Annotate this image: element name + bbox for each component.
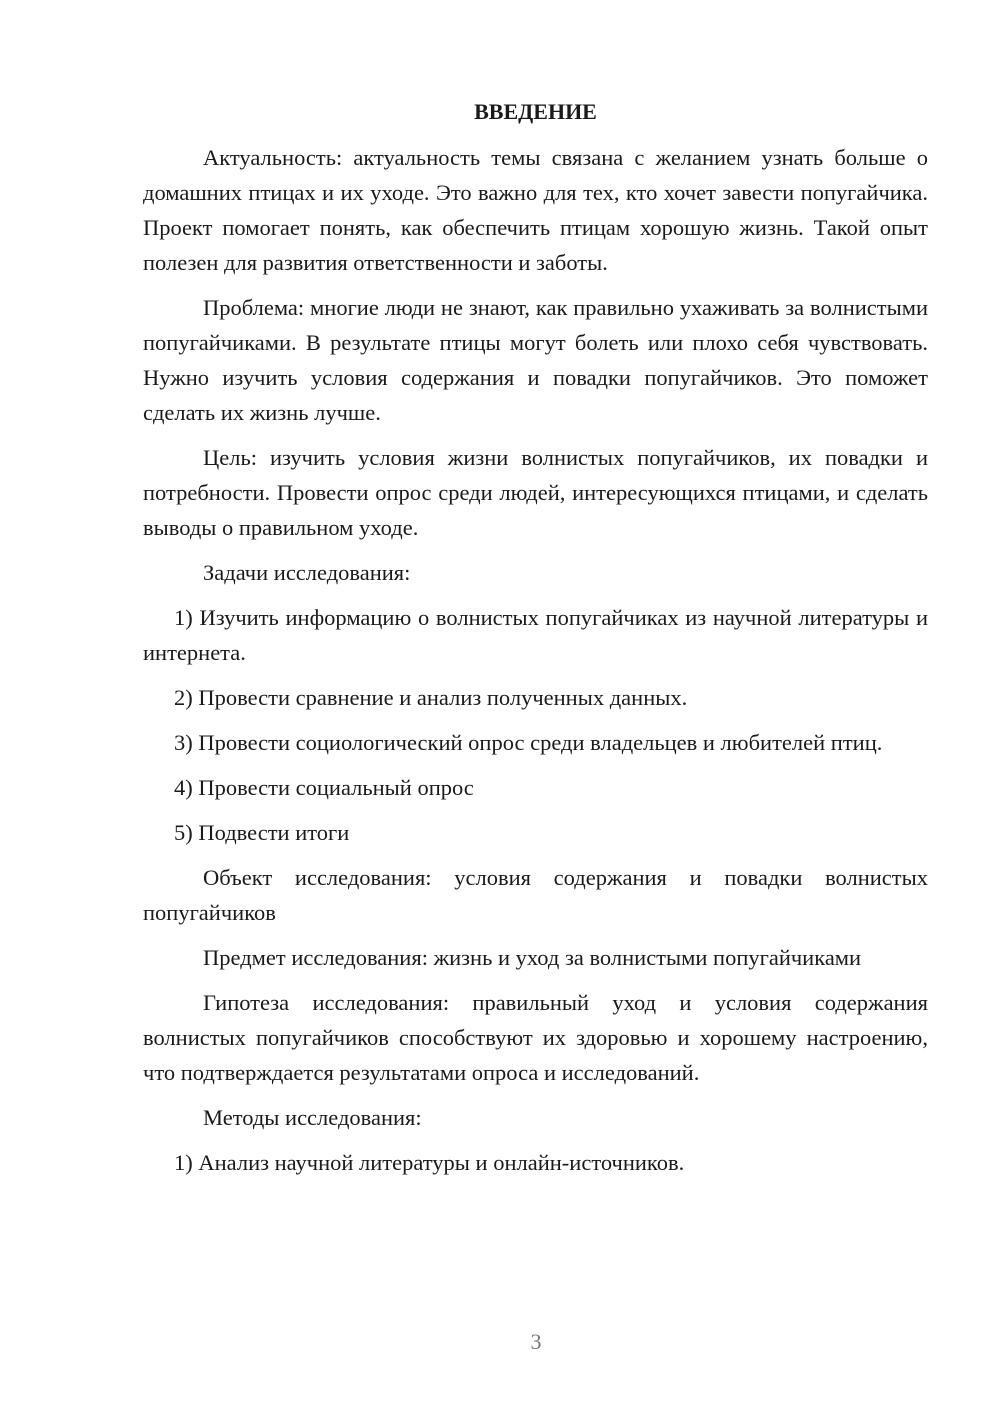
tasks-heading: Задачи исследования: bbox=[203, 560, 411, 585]
task-item: 1) Изучить информацию о волнистых попугайчиках из научной литературы и интернета. bbox=[143, 605, 928, 665]
object-paragraph: Объект исследования: условия содержания и повадки волнистых попугайчиков bbox=[143, 865, 928, 925]
methods-heading: Методы исследования: bbox=[203, 1105, 422, 1130]
goal-paragraph: Цель: изучить условия жизни волнистых попугайчиков, их повадки и потребности. Провести опрос среди людей, интересующихся птицами, и сделать выводы о правильном уходе. bbox=[143, 445, 928, 540]
problem-paragraph: Проблема: многие люди не знают, как правильно ухаживать за волнистыми попугайчиками. В результате птицы могут болеть или плохо себя чувствовать. Нужно изучить условия содержания и повадки попугайчиков. Это поможет сделать их жизнь лучше. bbox=[143, 295, 928, 425]
task-item: 5) Подвести итоги bbox=[174, 820, 350, 845]
page-number: 3 bbox=[530, 1329, 542, 1354]
page-title: ВВЕДЕНИЕ bbox=[474, 99, 597, 124]
method-item: 1) Анализ научной литературы и онлайн-источников. bbox=[174, 1150, 685, 1175]
task-item: 4) Провести социальный опрос bbox=[174, 775, 474, 800]
hypothesis-paragraph: Гипотеза исследования: правильный уход и условия содержания волнистых попугайчиков способствуют их здоровью и хорошему настроению, что подтверждается результатами опроса и исследований. bbox=[143, 990, 928, 1085]
task-item: 2) Провести сравнение и анализ полученных данных. bbox=[174, 685, 688, 710]
subject-paragraph: Предмет исследования: жизнь и уход за волнистыми попугайчиками bbox=[203, 945, 862, 970]
relevance-paragraph: Актуальность: актуальность темы связана с желанием узнать больше о домашних птицах и их уходе. Это важно для тех, кто хочет завести попугайчика. Проект помогает понять, как обеспечить птицам хорошую жизнь. Такой опыт полезен для развития ответственности и заботы. bbox=[143, 145, 928, 275]
task-item: 3) Провести социологический опрос среди владельцев и любителей птиц. bbox=[174, 730, 883, 755]
page-content bbox=[143, 94, 928, 1190]
